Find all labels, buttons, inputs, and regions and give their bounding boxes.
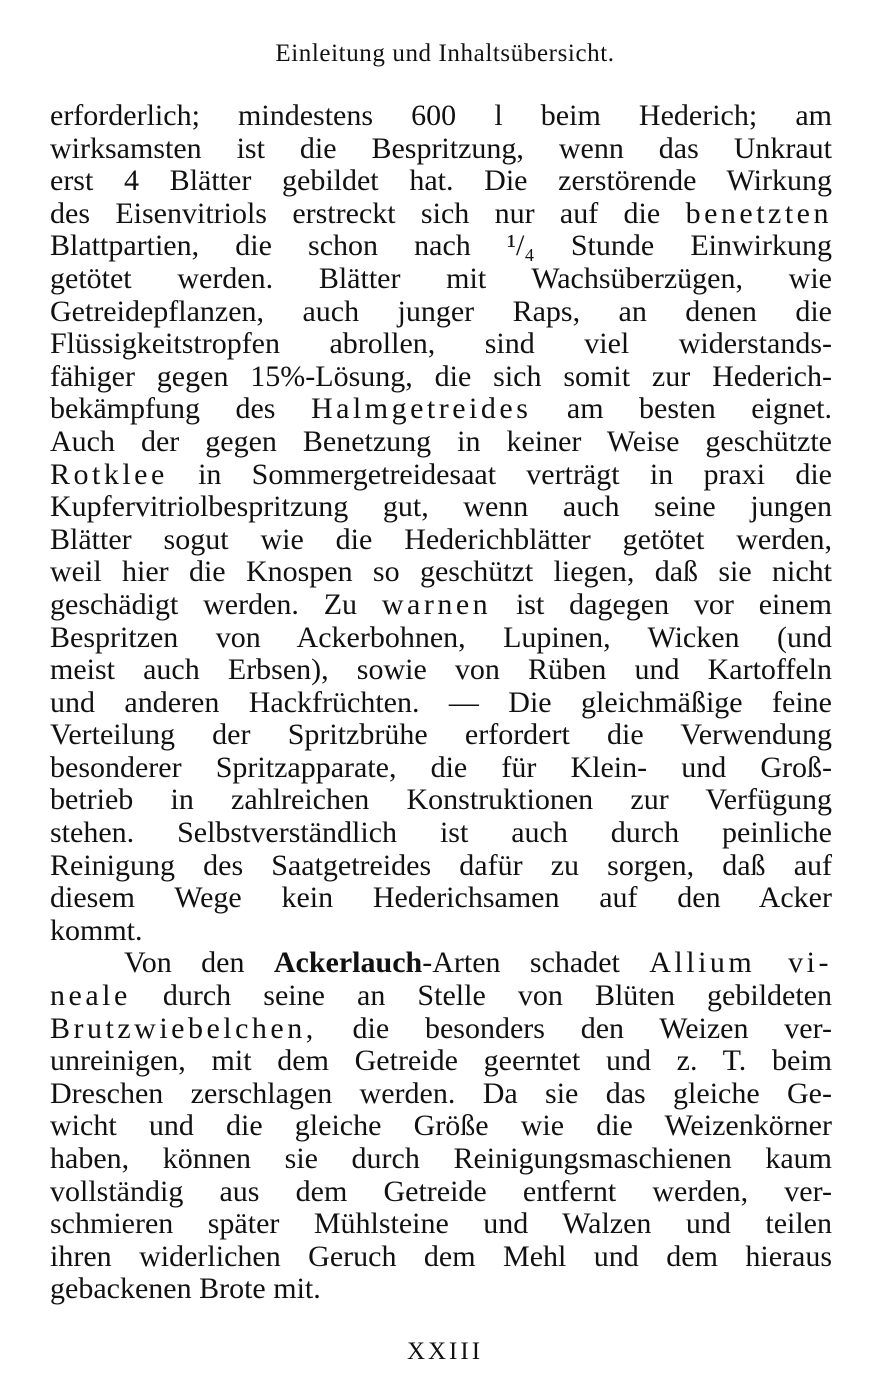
text-run: durch seine an Stelle von Blüten gebildeten <box>130 979 832 1013</box>
text-line <box>50 784 832 817</box>
text-run: gebackenen Brote mit. <box>50 1272 321 1306</box>
text-line <box>50 198 832 231</box>
text-run: weil hier die Knospen so geschützt liegen, daß sie nicht <box>50 555 832 589</box>
text-run: Von den <box>124 946 274 980</box>
text-run: Reinigung des Saatgetreides dafür zu sorgen, daß auf <box>50 848 832 882</box>
text-line <box>50 459 832 492</box>
text-line <box>50 1176 832 1209</box>
text-line <box>50 752 832 785</box>
text-run: erforderlich; mindestens 600 l beim Hederich; am <box>50 99 832 132</box>
text-run: -Arten schadet <box>422 946 650 980</box>
text-run: diesem Wege kein Hederichsamen auf den Acker <box>50 881 832 915</box>
text-line <box>50 1045 832 1078</box>
text-run: wicht und die gleiche Größe wie die Weizenkörner <box>50 1109 832 1143</box>
text-line <box>50 622 832 655</box>
text-line <box>50 100 832 133</box>
text-run: haben, können sie durch Reinigungsmaschienen kaum <box>50 1142 832 1175</box>
text-line <box>50 165 832 198</box>
paragraph <box>50 100 832 947</box>
text-line <box>50 687 832 720</box>
text-line <box>50 556 832 589</box>
text-run: Verteilung der Spritzbrühe erfordert die Verwendung <box>50 718 832 752</box>
text-line <box>50 589 832 622</box>
text-line <box>50 1208 832 1241</box>
spaced-emphasis: Allium vi- <box>649 946 832 980</box>
text-run: Getreidepflanzen, auch junger Raps, an denen die <box>50 294 832 328</box>
text-line <box>50 328 832 361</box>
text-line <box>50 654 832 687</box>
text-run: am besten eignet. <box>531 392 832 426</box>
text-run: ihren widerlichen Geruch dem Mehl und dem hieraus <box>50 1239 832 1273</box>
text-line <box>50 1078 832 1111</box>
text-run: bekämpfung des <box>50 392 311 426</box>
page-number: XXIII <box>406 1338 484 1365</box>
spaced-emphasis: Brutzwiebelchen, <box>50 1011 317 1045</box>
text-line <box>50 947 832 980</box>
text-line <box>50 980 832 1013</box>
text-run: in Sommergetreidesaat verträgt in praxi die <box>167 457 832 491</box>
text-run: vollständig aus dem Getreide entfernt werden, ver- <box>50 1174 832 1208</box>
text-run: ist dagegen vor einem <box>491 587 832 621</box>
bold-term: Ackerlauch <box>273 946 423 980</box>
spaced-emphasis: warnen <box>381 587 492 621</box>
text-run: fähiger gegen 15%-Lösung, die sich somit zur Hederich- <box>50 359 832 393</box>
text-run: Flüssigkeitstropfen abrollen, sind viel widerstands- <box>50 327 832 361</box>
text-line <box>50 263 832 296</box>
text-run: schmieren später Mühlsteine und Walzen und teilen <box>50 1207 832 1241</box>
spaced-emphasis: Rotklee <box>50 457 168 491</box>
text-line <box>50 230 832 263</box>
text-line <box>50 426 832 459</box>
text-run: Blätter sogut wie die Hederichblätter getötet werden, <box>50 522 832 556</box>
text-run: Bespritzen von Ackerbohnen, Lupinen, Wicken (und <box>50 620 832 654</box>
text-line <box>50 1013 832 1046</box>
text-run: Dreschen zerschlagen werden. Da sie das gleiche Ge- <box>50 1076 832 1110</box>
text-run: betrieb in zahlreichen Konstruktionen zur Verfügung <box>50 783 832 817</box>
text-line <box>50 719 832 752</box>
text-run: erst 4 Blätter gebildet hat. Die zerstörende Wirkung <box>50 164 832 198</box>
text-line <box>50 393 832 426</box>
text-run: und anderen Hackfrüchten. — Die gleichmäßige feine <box>50 685 832 719</box>
text-line <box>50 133 832 166</box>
text-line <box>50 491 832 524</box>
text-run: kommt. <box>50 913 143 947</box>
text-run: des Eisenvitriols erstreckt sich nur auf die <box>50 196 686 230</box>
spaced-emphasis: neale <box>50 979 131 1013</box>
text-line <box>50 1143 832 1176</box>
running-title: Einleitung und Inhaltsübersicht. <box>275 40 615 67</box>
text-run: stehen. Selbstverständlich ist auch durch peinliche <box>50 816 832 850</box>
text-line <box>50 524 832 557</box>
paragraph <box>50 947 832 1306</box>
spaced-emphasis: benetzten <box>685 196 832 230</box>
text-run: wirksamsten ist die Bespritzung, wenn das Unkraut <box>50 131 832 165</box>
text-run: getötet werden. Blätter mit Wachsüberzügen, wie <box>50 261 832 295</box>
body-text <box>50 100 832 1306</box>
text-run: unreinigen, mit dem Getreide geerntet und z. T. beim <box>50 1044 832 1078</box>
text-line <box>50 1110 832 1143</box>
text-run: Auch der gegen Benetzung in keiner Weise geschützte <box>50 424 832 458</box>
text-line <box>50 1273 832 1306</box>
text-run: besonderer Spritzapparate, die für Klein- und Groß- <box>50 750 832 784</box>
text-line <box>50 850 832 883</box>
text-run: Blattpartien, die schon nach ¹/₄ Stunde Einwirkung <box>50 229 832 263</box>
text-line <box>50 817 832 850</box>
text-run: Kupfervitriolbespritzung gut, wenn auch seine jungen <box>50 490 832 524</box>
spaced-emphasis: Halmgetreides <box>310 392 532 426</box>
text-run: die besonders den Weizen ver- <box>316 1011 832 1045</box>
text-line <box>50 296 832 329</box>
text-run: meist auch Erbsen), sowie von Rüben und Kartoffeln <box>50 653 832 687</box>
text-line <box>50 361 832 394</box>
text-run: geschädigt werden. Zu <box>50 587 382 621</box>
text-line <box>50 915 832 948</box>
text-line <box>50 882 832 915</box>
text-line <box>50 1241 832 1274</box>
